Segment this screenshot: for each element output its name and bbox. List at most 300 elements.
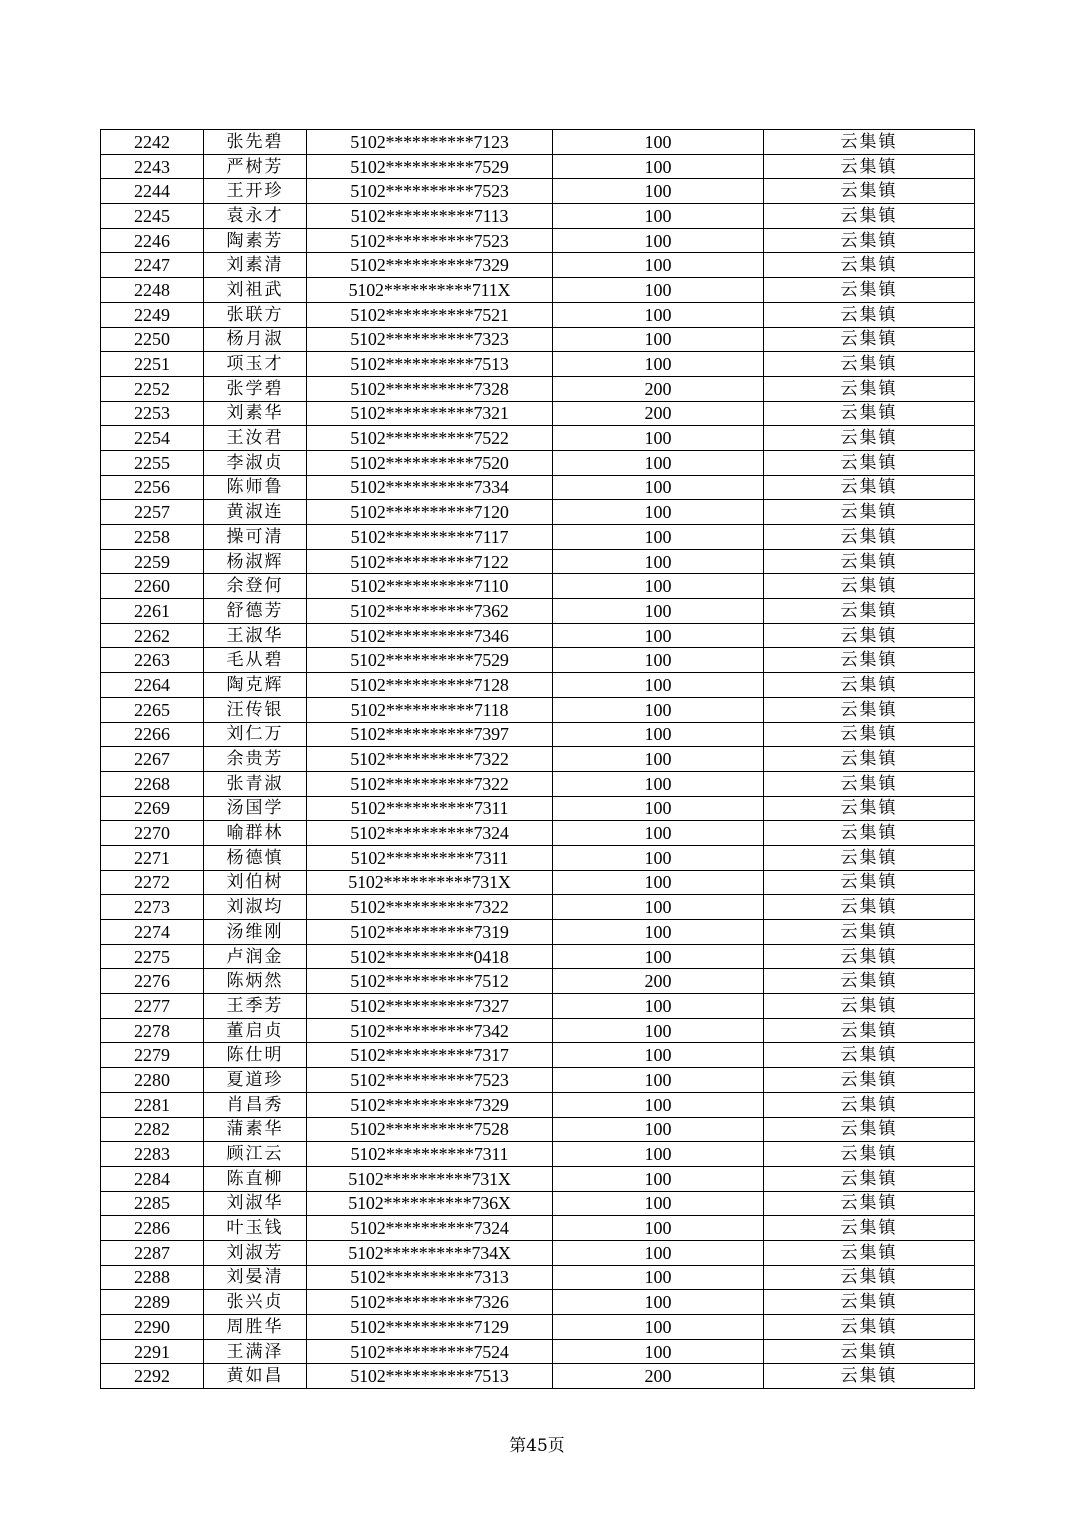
cell-id-number: 5102**********7334 — [307, 475, 553, 500]
cell-serial-number: 2256 — [101, 475, 204, 500]
cell-serial-number: 2281 — [101, 1092, 204, 1117]
cell-id-number: 5102**********7513 — [307, 352, 553, 377]
table-row — [101, 500, 975, 525]
cell-town: 云集镇 — [764, 599, 975, 624]
cell-amount: 100 — [553, 1191, 764, 1216]
cell-id-number: 5102**********711X — [307, 278, 553, 303]
cell-id-number: 5102**********7311 — [307, 1142, 553, 1167]
cell-id-number: 5102**********7512 — [307, 969, 553, 994]
cell-id-number: 5102**********7317 — [307, 1043, 553, 1068]
cell-person-name: 叶玉钱 — [204, 1216, 307, 1241]
cell-town: 云集镇 — [764, 376, 975, 401]
table-row — [101, 722, 975, 747]
cell-serial-number: 2267 — [101, 747, 204, 772]
cell-serial-number: 2290 — [101, 1315, 204, 1340]
roster-table-body — [101, 130, 975, 1389]
cell-id-number: 5102**********7324 — [307, 821, 553, 846]
table-row — [101, 1166, 975, 1191]
table-row — [101, 525, 975, 550]
table-row — [101, 1339, 975, 1364]
table-row — [101, 673, 975, 698]
cell-serial-number: 2283 — [101, 1142, 204, 1167]
cell-person-name: 张青淑 — [204, 771, 307, 796]
cell-serial-number: 2289 — [101, 1290, 204, 1315]
cell-person-name: 杨淑辉 — [204, 549, 307, 574]
cell-person-name: 汤国学 — [204, 796, 307, 821]
cell-amount: 100 — [553, 278, 764, 303]
cell-town: 云集镇 — [764, 549, 975, 574]
cell-serial-number: 2251 — [101, 352, 204, 377]
cell-person-name: 余贵芳 — [204, 747, 307, 772]
cell-serial-number: 2276 — [101, 969, 204, 994]
cell-serial-number: 2264 — [101, 673, 204, 698]
cell-town: 云集镇 — [764, 870, 975, 895]
cell-serial-number: 2247 — [101, 253, 204, 278]
cell-serial-number: 2269 — [101, 796, 204, 821]
cell-town: 云集镇 — [764, 278, 975, 303]
cell-amount: 100 — [553, 920, 764, 945]
cell-town: 云集镇 — [764, 1364, 975, 1389]
cell-town: 云集镇 — [764, 450, 975, 475]
cell-amount: 100 — [553, 944, 764, 969]
table-row — [101, 697, 975, 722]
cell-id-number: 5102**********7319 — [307, 920, 553, 945]
cell-id-number: 5102**********7397 — [307, 722, 553, 747]
cell-serial-number: 2271 — [101, 845, 204, 870]
cell-id-number: 5102**********7323 — [307, 327, 553, 352]
cell-town: 云集镇 — [764, 1265, 975, 1290]
cell-amount: 100 — [553, 302, 764, 327]
cell-serial-number: 2252 — [101, 376, 204, 401]
table-row — [101, 450, 975, 475]
cell-amount: 100 — [553, 648, 764, 673]
cell-id-number: 5102**********7328 — [307, 376, 553, 401]
table-row — [101, 1240, 975, 1265]
cell-town: 云集镇 — [764, 1142, 975, 1167]
table-row — [101, 179, 975, 204]
cell-person-name: 刘仁万 — [204, 722, 307, 747]
table-row — [101, 376, 975, 401]
cell-id-number: 5102**********7520 — [307, 450, 553, 475]
cell-serial-number: 2272 — [101, 870, 204, 895]
cell-amount: 100 — [553, 179, 764, 204]
cell-serial-number: 2274 — [101, 920, 204, 945]
cell-amount: 100 — [553, 722, 764, 747]
cell-id-number: 5102**********7342 — [307, 1018, 553, 1043]
cell-amount: 100 — [553, 771, 764, 796]
cell-town: 云集镇 — [764, 500, 975, 525]
cell-id-number: 5102**********7110 — [307, 574, 553, 599]
cell-amount: 100 — [553, 426, 764, 451]
cell-id-number: 5102**********731X — [307, 1166, 553, 1191]
cell-town: 云集镇 — [764, 1043, 975, 1068]
cell-id-number: 5102**********7529 — [307, 648, 553, 673]
cell-serial-number: 2258 — [101, 525, 204, 550]
cell-amount: 100 — [553, 1315, 764, 1340]
cell-person-name: 陈炳然 — [204, 969, 307, 994]
cell-amount: 100 — [553, 204, 764, 229]
cell-person-name: 刘素清 — [204, 253, 307, 278]
cell-id-number: 5102**********7322 — [307, 895, 553, 920]
table-row — [101, 1290, 975, 1315]
cell-serial-number: 2275 — [101, 944, 204, 969]
roster-table — [100, 129, 975, 1389]
cell-id-number: 5102**********7329 — [307, 253, 553, 278]
cell-serial-number: 2291 — [101, 1339, 204, 1364]
cell-serial-number: 2246 — [101, 228, 204, 253]
cell-person-name: 刘祖武 — [204, 278, 307, 303]
cell-amount: 100 — [553, 1339, 764, 1364]
cell-id-number: 5102**********7311 — [307, 796, 553, 821]
cell-town: 云集镇 — [764, 401, 975, 426]
cell-person-name: 刘淑均 — [204, 895, 307, 920]
cell-id-number: 5102**********7120 — [307, 500, 553, 525]
cell-amount: 100 — [553, 1117, 764, 1142]
table-row — [101, 302, 975, 327]
cell-amount: 100 — [553, 475, 764, 500]
cell-serial-number: 2260 — [101, 574, 204, 599]
cell-amount: 100 — [553, 1265, 764, 1290]
cell-amount: 100 — [553, 697, 764, 722]
cell-serial-number: 2266 — [101, 722, 204, 747]
table-row — [101, 648, 975, 673]
cell-town: 云集镇 — [764, 1068, 975, 1093]
cell-serial-number: 2268 — [101, 771, 204, 796]
table-row — [101, 549, 975, 574]
table-row — [101, 870, 975, 895]
table-row — [101, 1191, 975, 1216]
cell-person-name: 王淑华 — [204, 623, 307, 648]
cell-id-number: 5102**********7313 — [307, 1265, 553, 1290]
cell-town: 云集镇 — [764, 1018, 975, 1043]
cell-person-name: 舒德芳 — [204, 599, 307, 624]
table-row — [101, 1142, 975, 1167]
cell-person-name: 王季芳 — [204, 994, 307, 1019]
cell-amount: 200 — [553, 376, 764, 401]
table-row — [101, 944, 975, 969]
table-row — [101, 747, 975, 772]
cell-amount: 100 — [553, 1068, 764, 1093]
cell-serial-number: 2292 — [101, 1364, 204, 1389]
cell-town: 云集镇 — [764, 179, 975, 204]
cell-serial-number: 2273 — [101, 895, 204, 920]
cell-person-name: 陈师鲁 — [204, 475, 307, 500]
table-row — [101, 1265, 975, 1290]
cell-amount: 100 — [553, 1142, 764, 1167]
cell-town: 云集镇 — [764, 228, 975, 253]
cell-amount: 100 — [553, 352, 764, 377]
cell-town: 云集镇 — [764, 1117, 975, 1142]
cell-id-number: 5102**********7523 — [307, 179, 553, 204]
cell-town: 云集镇 — [764, 944, 975, 969]
cell-serial-number: 2244 — [101, 179, 204, 204]
table-row — [101, 352, 975, 377]
cell-town: 云集镇 — [764, 673, 975, 698]
cell-id-number: 5102**********7524 — [307, 1339, 553, 1364]
table-row — [101, 278, 975, 303]
cell-amount: 100 — [553, 673, 764, 698]
cell-id-number: 5102**********7523 — [307, 228, 553, 253]
cell-town: 云集镇 — [764, 648, 975, 673]
cell-serial-number: 2259 — [101, 549, 204, 574]
cell-id-number: 5102**********7118 — [307, 697, 553, 722]
cell-serial-number: 2278 — [101, 1018, 204, 1043]
cell-amount: 100 — [553, 747, 764, 772]
cell-id-number: 5102**********736X — [307, 1191, 553, 1216]
table-row — [101, 1364, 975, 1389]
cell-amount: 200 — [553, 1364, 764, 1389]
cell-amount: 200 — [553, 401, 764, 426]
cell-serial-number: 2255 — [101, 450, 204, 475]
cell-person-name: 袁永才 — [204, 204, 307, 229]
cell-person-name: 陈直柳 — [204, 1166, 307, 1191]
cell-town: 云集镇 — [764, 525, 975, 550]
table-row — [101, 821, 975, 846]
cell-person-name: 余登何 — [204, 574, 307, 599]
cell-id-number: 5102**********7123 — [307, 130, 553, 155]
cell-town: 云集镇 — [764, 1240, 975, 1265]
cell-person-name: 汪传银 — [204, 697, 307, 722]
table-row — [101, 895, 975, 920]
table-row — [101, 1117, 975, 1142]
cell-id-number: 5102**********7521 — [307, 302, 553, 327]
cell-town: 云集镇 — [764, 426, 975, 451]
cell-serial-number: 2265 — [101, 697, 204, 722]
cell-amount: 100 — [553, 1043, 764, 1068]
cell-amount: 100 — [553, 821, 764, 846]
table-row — [101, 920, 975, 945]
cell-id-number: 5102**********7522 — [307, 426, 553, 451]
table-row — [101, 130, 975, 155]
cell-town: 云集镇 — [764, 895, 975, 920]
cell-id-number: 5102**********7322 — [307, 771, 553, 796]
cell-serial-number: 2282 — [101, 1117, 204, 1142]
cell-town: 云集镇 — [764, 796, 975, 821]
cell-serial-number: 2254 — [101, 426, 204, 451]
cell-serial-number: 2262 — [101, 623, 204, 648]
cell-person-name: 陈仕明 — [204, 1043, 307, 1068]
cell-town: 云集镇 — [764, 994, 975, 1019]
cell-id-number: 5102**********7321 — [307, 401, 553, 426]
cell-amount: 100 — [553, 549, 764, 574]
cell-town: 云集镇 — [764, 1339, 975, 1364]
cell-person-name: 严树芳 — [204, 154, 307, 179]
cell-amount: 100 — [553, 130, 764, 155]
cell-amount: 100 — [553, 1166, 764, 1191]
table-row — [101, 154, 975, 179]
cell-id-number: 5102**********731X — [307, 870, 553, 895]
cell-amount: 100 — [553, 1092, 764, 1117]
cell-serial-number: 2263 — [101, 648, 204, 673]
cell-town: 云集镇 — [764, 1216, 975, 1241]
table-row — [101, 845, 975, 870]
cell-person-name: 李淑贞 — [204, 450, 307, 475]
table-row — [101, 204, 975, 229]
cell-person-name: 顾江云 — [204, 1142, 307, 1167]
cell-person-name: 张联方 — [204, 302, 307, 327]
table-row — [101, 623, 975, 648]
cell-town: 云集镇 — [764, 845, 975, 870]
cell-amount: 100 — [553, 599, 764, 624]
cell-town: 云集镇 — [764, 771, 975, 796]
cell-person-name: 黄如昌 — [204, 1364, 307, 1389]
cell-person-name: 刘淑华 — [204, 1191, 307, 1216]
table-row — [101, 327, 975, 352]
cell-amount: 100 — [553, 845, 764, 870]
cell-id-number: 5102**********7129 — [307, 1315, 553, 1340]
cell-id-number: 5102**********7529 — [307, 154, 553, 179]
cell-serial-number: 2250 — [101, 327, 204, 352]
cell-person-name: 毛从碧 — [204, 648, 307, 673]
cell-amount: 100 — [553, 228, 764, 253]
table-row — [101, 574, 975, 599]
cell-amount: 100 — [553, 327, 764, 352]
cell-id-number: 5102**********7523 — [307, 1068, 553, 1093]
cell-person-name: 黄淑连 — [204, 500, 307, 525]
cell-id-number: 5102**********7513 — [307, 1364, 553, 1389]
cell-amount: 100 — [553, 1240, 764, 1265]
cell-person-name: 夏道珍 — [204, 1068, 307, 1093]
cell-amount: 100 — [553, 450, 764, 475]
cell-amount: 100 — [553, 525, 764, 550]
cell-serial-number: 2245 — [101, 204, 204, 229]
cell-town: 云集镇 — [764, 574, 975, 599]
cell-amount: 100 — [553, 1290, 764, 1315]
table-row — [101, 426, 975, 451]
cell-town: 云集镇 — [764, 204, 975, 229]
cell-town: 云集镇 — [764, 130, 975, 155]
table-row — [101, 253, 975, 278]
cell-person-name: 陶素芳 — [204, 228, 307, 253]
cell-town: 云集镇 — [764, 1166, 975, 1191]
cell-amount: 100 — [553, 870, 764, 895]
cell-id-number: 5102**********0418 — [307, 944, 553, 969]
cell-town: 云集镇 — [764, 253, 975, 278]
cell-town: 云集镇 — [764, 1290, 975, 1315]
cell-id-number: 5102**********7329 — [307, 1092, 553, 1117]
cell-id-number: 5102**********7324 — [307, 1216, 553, 1241]
cell-person-name: 刘伯树 — [204, 870, 307, 895]
cell-amount: 100 — [553, 1216, 764, 1241]
table-row — [101, 1092, 975, 1117]
cell-person-name: 刘淑芳 — [204, 1240, 307, 1265]
table-row — [101, 228, 975, 253]
cell-id-number: 5102**********7122 — [307, 549, 553, 574]
cell-person-name: 刘晏清 — [204, 1265, 307, 1290]
cell-person-name: 杨德慎 — [204, 845, 307, 870]
cell-amount: 100 — [553, 253, 764, 278]
cell-person-name: 王开珍 — [204, 179, 307, 204]
cell-serial-number: 2279 — [101, 1043, 204, 1068]
cell-serial-number: 2277 — [101, 994, 204, 1019]
cell-person-name: 张先碧 — [204, 130, 307, 155]
page-number: 第45页 — [509, 1436, 565, 1456]
cell-town: 云集镇 — [764, 475, 975, 500]
cell-town: 云集镇 — [764, 154, 975, 179]
cell-amount: 100 — [553, 154, 764, 179]
cell-id-number: 5102**********7326 — [307, 1290, 553, 1315]
cell-person-name: 董启贞 — [204, 1018, 307, 1043]
cell-amount: 100 — [553, 895, 764, 920]
cell-serial-number: 2286 — [101, 1216, 204, 1241]
cell-town: 云集镇 — [764, 1092, 975, 1117]
cell-serial-number: 2248 — [101, 278, 204, 303]
cell-amount: 100 — [553, 796, 764, 821]
table-row — [101, 1068, 975, 1093]
table-row — [101, 994, 975, 1019]
cell-person-name: 周胜华 — [204, 1315, 307, 1340]
cell-serial-number: 2284 — [101, 1166, 204, 1191]
table-row — [101, 1315, 975, 1340]
table-row — [101, 969, 975, 994]
table-row — [101, 1216, 975, 1241]
cell-person-name: 项玉才 — [204, 352, 307, 377]
cell-town: 云集镇 — [764, 969, 975, 994]
table-row — [101, 475, 975, 500]
cell-amount: 100 — [553, 1018, 764, 1043]
cell-amount: 100 — [553, 574, 764, 599]
cell-serial-number: 2288 — [101, 1265, 204, 1290]
cell-person-name: 操可清 — [204, 525, 307, 550]
cell-id-number: 5102**********7346 — [307, 623, 553, 648]
cell-serial-number: 2253 — [101, 401, 204, 426]
cell-person-name: 汤维刚 — [204, 920, 307, 945]
cell-person-name: 蒲素华 — [204, 1117, 307, 1142]
cell-serial-number: 2257 — [101, 500, 204, 525]
table-row — [101, 771, 975, 796]
cell-serial-number: 2261 — [101, 599, 204, 624]
cell-id-number: 5102**********734X — [307, 1240, 553, 1265]
cell-person-name: 喻群林 — [204, 821, 307, 846]
cell-id-number: 5102**********7311 — [307, 845, 553, 870]
cell-id-number: 5102**********7528 — [307, 1117, 553, 1142]
cell-person-name: 张兴贞 — [204, 1290, 307, 1315]
cell-id-number: 5102**********7362 — [307, 599, 553, 624]
cell-id-number: 5102**********7128 — [307, 673, 553, 698]
cell-id-number: 5102**********7327 — [307, 994, 553, 1019]
cell-person-name: 杨月淑 — [204, 327, 307, 352]
cell-person-name: 陶克辉 — [204, 673, 307, 698]
cell-id-number: 5102**********7113 — [307, 204, 553, 229]
table-row — [101, 1043, 975, 1068]
cell-town: 云集镇 — [764, 1315, 975, 1340]
cell-person-name: 张学碧 — [204, 376, 307, 401]
cell-person-name: 肖昌秀 — [204, 1092, 307, 1117]
cell-town: 云集镇 — [764, 920, 975, 945]
cell-town: 云集镇 — [764, 327, 975, 352]
cell-amount: 100 — [553, 994, 764, 1019]
cell-amount: 100 — [553, 623, 764, 648]
table-row — [101, 796, 975, 821]
table-row — [101, 401, 975, 426]
cell-town: 云集镇 — [764, 352, 975, 377]
cell-town: 云集镇 — [764, 722, 975, 747]
cell-serial-number: 2285 — [101, 1191, 204, 1216]
cell-id-number: 5102**********7322 — [307, 747, 553, 772]
cell-amount: 100 — [553, 500, 764, 525]
cell-town: 云集镇 — [764, 747, 975, 772]
table-row — [101, 599, 975, 624]
cell-serial-number: 2287 — [101, 1240, 204, 1265]
cell-serial-number: 2280 — [101, 1068, 204, 1093]
cell-serial-number: 2270 — [101, 821, 204, 846]
cell-serial-number: 2243 — [101, 154, 204, 179]
cell-town: 云集镇 — [764, 821, 975, 846]
cell-person-name: 卢润金 — [204, 944, 307, 969]
cell-person-name: 王满泽 — [204, 1339, 307, 1364]
cell-id-number: 5102**********7117 — [307, 525, 553, 550]
cell-town: 云集镇 — [764, 302, 975, 327]
